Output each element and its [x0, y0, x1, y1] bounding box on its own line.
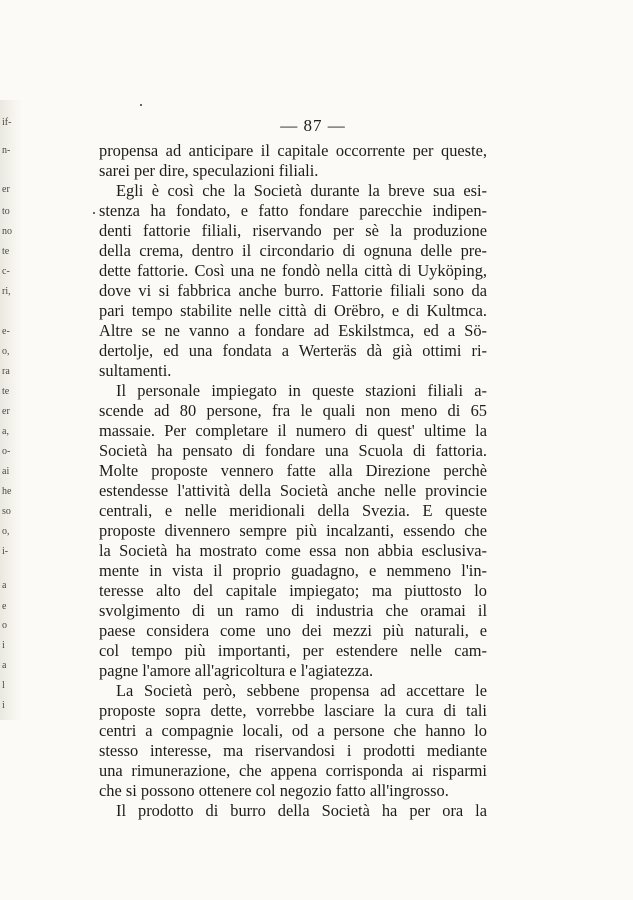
text-line: La Società però, sebbene propensa ad accettare le	[116, 681, 487, 700]
margin-fragment: ri,	[2, 286, 11, 297]
margin-fragment: a,	[2, 426, 9, 437]
text-line: col tempo più importanti, per estendere nelle cam-	[99, 641, 487, 660]
text-line: proposte divennero sempre più incalzanti, essendo che	[99, 521, 487, 540]
text-line: pagne l'amore all'agricoltura e l'agiatezza.	[99, 661, 374, 680]
margin-fragment: no	[2, 226, 12, 237]
page-number: — 87 —	[280, 116, 346, 135]
text-line: pari tempo stabilite nelle città di Orëbro, e di Kultmca.	[99, 301, 487, 320]
paper-speck	[140, 104, 142, 106]
text-line: svolgimento di un ramo di industria che oramai il	[99, 601, 487, 620]
text-line: dertolje, ed una fondata a Werteräs dà già ottimi ri-	[99, 341, 487, 360]
text-line: stesso interesse, ma riservandosi i prodotti mediante	[99, 741, 487, 760]
margin-fragment: i	[2, 640, 5, 651]
margin-fragment: n-	[2, 145, 11, 156]
text-line: la Società ha mostrato come essa non abbia esclusiva-	[99, 541, 487, 560]
margin-fragment: o	[2, 620, 7, 631]
paper-speck	[93, 212, 95, 214]
margin-fragment: ra	[2, 366, 10, 377]
body-text	[99, 141, 487, 821]
margin-fragment: o,	[2, 526, 10, 537]
text-line: propensa ad anticipare il capitale occorrente per queste,	[99, 141, 487, 160]
text-line: Egli è così che la Società durante la breve sua esi-	[116, 181, 487, 200]
margin-fragment: ai	[2, 466, 10, 477]
text-line: paese considera come uno dei mezzi più naturali, e	[99, 621, 487, 640]
text-line: estendesse l'attività della Società anche nelle provincie	[99, 481, 487, 500]
text-line: Il personale impiegato in queste stazioni filiali a-	[116, 381, 487, 400]
text-line: teresse alto del capitale impiegato; ma piuttosto lo	[99, 581, 487, 600]
text-line: una rimunerazione, che appena corrisponda ai risparmi	[99, 761, 487, 780]
margin-fragment: i	[2, 700, 5, 711]
margin-fragment: te	[2, 246, 10, 257]
text-line: centri a compagnie locali, od a persone che hanno lo	[99, 721, 487, 740]
text-line: sarei per dire, speculazioni filiali.	[99, 161, 319, 180]
text-line: Società ha pensato di fondare una Scuola di fattoria.	[99, 441, 487, 460]
text-line: della crema, dentro il circondario di ognuna delle pre-	[99, 241, 487, 260]
text-line: proposte sopra dette, vorrebbe lasciare la cura di tali	[99, 701, 487, 720]
text-line: Altre se ne vanno a fondare ad Eskilstmca, ed a Sö-	[99, 321, 487, 340]
text-line: dove vi si fabbrica anche burro. Fattorie filiali sono da	[99, 281, 487, 300]
margin-fragment: i-	[2, 546, 9, 557]
margin-fragment: so	[2, 506, 11, 517]
margin-fragment: o,	[2, 346, 10, 357]
margin-fragment: c-	[2, 266, 10, 277]
margin-fragment: to	[2, 206, 10, 217]
text-line: denti fattorie filiali, riservando per sè la produzione	[99, 221, 487, 240]
text-line: massaie. Per completare il numero di quest' ultime la	[99, 421, 487, 440]
text-line: sultamenti.	[99, 361, 172, 380]
margin-fragment: a	[2, 660, 7, 671]
margin-fragment: er	[2, 406, 10, 417]
margin-fragment: o-	[2, 446, 11, 457]
text-line: che si possono ottenere col negozio fatto all'ingrosso.	[99, 781, 449, 800]
text-line: stenza ha fondato, e fatto fondare parecchie indipen-	[99, 201, 487, 220]
margin-fragment: er	[2, 184, 10, 195]
margin-fragment: a	[2, 580, 7, 591]
text-line: Molte proposte vennero fatte alla Direzione perchè	[99, 461, 487, 480]
margin-fragment: if-	[2, 117, 12, 128]
text-line: centrali, e nelle meridionali della Svezia. E queste	[99, 501, 487, 520]
text-line: scende ad 80 persone, fra le quali non meno di 65	[99, 401, 487, 420]
text-line: mente in vista il proprio guadagno, e nemmeno l'in-	[99, 561, 487, 580]
margin-fragment: e	[2, 601, 7, 612]
text-line: Il prodotto di burro della Società ha per ora la	[116, 801, 487, 820]
margin-fragment: he	[2, 486, 12, 497]
text-line: dette fattorie. Così una ne fondò nella città di Uyköping,	[99, 261, 487, 280]
margin-fragment: te	[2, 386, 10, 397]
margin-fragment: e-	[2, 326, 10, 337]
margin-fragment: l	[2, 680, 5, 691]
